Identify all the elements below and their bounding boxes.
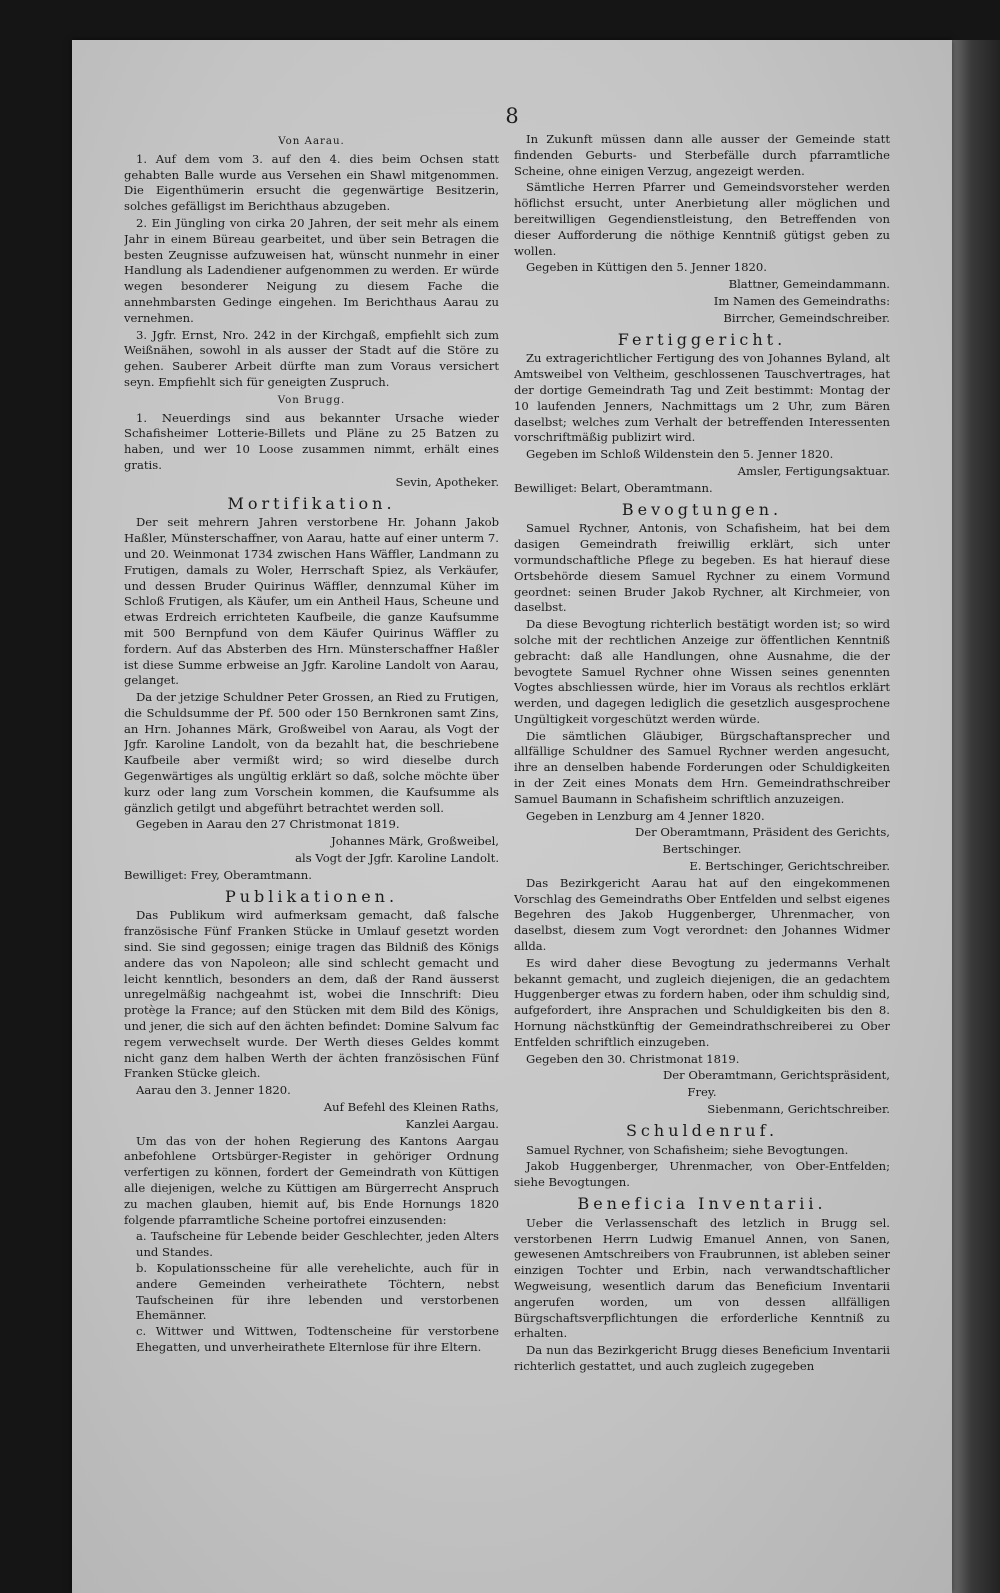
publikationen-signature-1: Auf Befehl des Kleinen Raths, xyxy=(323,1100,499,1115)
schuldenruf-heading: Schuldenruf. xyxy=(625,1120,779,1140)
bevogtungen-paragraph-2: Da diese Bevogtung richterlich bestätigt worden ist; so wird solche mit der rechtlichen Anzeige zur öffentlichen Kenntniß gebracht: daß alle Handlungen, ohne Ausnahme, die der bevogtete Samuel Rychner ohne Wissen seines genennten Vogtes abschliessen würde, hier im Voraus als rechtlos erklärt werden, und dagegen lediglich die gesetzlich ausgesprochene Ungültigkeit vorgeschützt werden würde. xyxy=(514,617,890,726)
beneficia-paragraph-2: Da nun das Bezirkgericht Brugg dieses Beneficium Inventarii richterlich gestattet, und auch zugleich zugegeben xyxy=(514,1343,890,1373)
fertiggericht-paragraph-1: Zu extragerichtlicher Fertigung des von Johannes Byland, alt Amtsweibel von Veltheim, geschlossenen Tauschvertrages, hat der dortige Gemeindrath Tag und Zeit bestimmt: Montag der 10 laufenden Jenners, Nachmittags um 2 Uhr, zum Bären daselbst; welches zum Verhalt der betreffenden Interessenten vorschriftmäßig publizirt wird. xyxy=(514,351,890,445)
kuettigen-paragraph-1: Um das von der hohen Regierung des Kantons Aargau anbefohlene Ortsbürger-Register in gehöriger Ordnung verfertigen zu können, fordert der Gemeindrath von Küttigen alle diejenigen, welche zu Küttigen am Bürgerrecht Anspruch zu machen glauben, hiemit auf, bis Ende Hornungs 1820 folgende pfarramtliche Scheine portofrei einzusenden: xyxy=(124,1133,499,1227)
aarau-item-2: 2. Ein Jüngling von cirka 20 Jahren, der seit mehr als einem Jahr in einem Büreau gearbeitet, und über sein Betragen die besten Zeugnisse aufzuweisen hat, wünscht nunmehr in einer Handlung als Ladendiener aufgenommen zu werden. Er würde wegen besonderer Neigung zu diesem Fache die annehmbarsten Gedinge eingehen. Im Berichthaus Aarau zu vernehmen. xyxy=(124,215,499,325)
kuettigen-paragraph-2: In Zukunft müssen dann alle ausser der Gemeinde statt findenden Geburts- und Sterbefälle durch pfarramtliche Scheine, ohne einigen Verzug, angezeigt werden. xyxy=(514,132,890,178)
publikationen-heading: Publikationen. xyxy=(224,886,399,906)
list-item: a. Taufscheine für Lebende beider Geschlechter, jeden Alters und Standes. xyxy=(136,1229,499,1260)
publikationen-signature-2: Kanzlei Aargau. xyxy=(405,1116,499,1131)
schuldenruf-paragraph-2: Jakob Huggenberger, Uhrenmacher, von Ober-Entfelden; siehe Bevogtungen. xyxy=(514,1159,890,1190)
mortifikation-signature-2: als Vogt der Jgfr. Karoline Landolt. xyxy=(295,851,499,866)
bevogtungen-paragraph-4: Das Bezirkgericht Aarau hat auf den eingekommenen Vorschlag des Gemeindraths Ober Entfelden und selbst eigenes Begehren des Jakob Huggenberger, Uhrenmacher, von daselbst, diesem zum Vogt verordnet: den Johannes Widmer allda. xyxy=(514,875,890,954)
brugg-heading: Von Brugg. xyxy=(277,394,346,406)
aarau-item-1: 1. Auf dem vom 3. auf den 4. dies beim Ochsen statt gehabten Balle wurde aus Versehen ein Shawl mitgenommen. Die Eigenthümerin ersucht die gegenwärtige Besitzerin, solches gefälligst im Berichthaus abzugeben. xyxy=(124,151,499,214)
list-item: b. Kopulationsscheine für alle verehelichte, auch für in andere Gemeinden verheirathete Töchtern, nebst Taufscheinen für ihre lebenden und verstorbenen Ehemänner. xyxy=(136,1260,499,1323)
bevogtungen-date: Gegeben in Lenzburg am 4 Jenner 1820. xyxy=(526,808,765,823)
mortifikation-signature-1: Johannes Märk, Großweibel, xyxy=(331,834,499,849)
bevogtungen-signature-5: Frey. xyxy=(687,1085,717,1100)
mortifikation-paragraph-2: Da der jetzige Schuldner Peter Grossen, an Ried zu Frutigen, die Schuldsumme der Pf. 500 oder 150 Bernkronen samt Zins, an Hrn. Johannes Märk, Großweibel von Aarau, als Vogt der Jgfr. Karoline Landolt, von da bezahlt hat, die beschriebene Kaufbeile aber vermißt wird; so wird dieselbe durch Gegenwärtiges als ungültig erklärt so daß, solche möchte über kurz oder lang zum Vorschein kommen, die Kaufsumme als gänzlich getilgt und abgeführt betrachtet werden soll. xyxy=(124,690,499,815)
kuettigen-signature-1: Blattner, Gemeindammann. xyxy=(728,277,890,292)
kuettigen-signature-3: Birrcher, Gemeindschreiber. xyxy=(723,310,890,325)
publikationen-date: Aarau den 3. Jenner 1820. xyxy=(136,1083,291,1098)
bevogtungen-signature-1: Der Oberamtmann, Präsident des Gerichts, xyxy=(634,825,890,840)
brugg-signature: Sevin, Apotheker. xyxy=(395,474,499,489)
publikationen-paragraph-1: Das Publikum wird aufmerksam gemacht, daß falsche französische Fünf Franken Stücke in Umlauf gesetzt worden sind. Sie sind gegossen; einige tragen das Bildniß des Königs andere das von Napoleon; alle sind schlecht gemacht und leicht kenntlich, besonders an dem, daß der Rand äusserst unregelmäßig nachgeahmt ist, wobei die Innschrift: Dieu protège la France; auf den Stücken mit dem Bild des Königs, und jener, die sich auf den ächten befindet: Domine Salvum fac regem verwechselt wurde. Der Werth dieses Geldes kommt nicht ganz dem halben Werth der ächten französischen Fünf Franken Stücke gleich. xyxy=(124,908,499,1081)
kuettigen-signature-2: Im Namen des Gemeindraths: xyxy=(713,293,890,308)
bevogtungen-heading: Bevogtungen. xyxy=(621,499,783,519)
bevogtungen-signature-2: Bertschinger. xyxy=(662,842,742,857)
bevogtungen-signature-6: Siebenmann, Gerichtschreiber. xyxy=(707,1102,890,1117)
bevogtungen-signature-3: E. Bertschinger, Gerichtschreiber. xyxy=(689,859,890,874)
fertiggericht-heading: Fertiggericht. xyxy=(617,329,787,349)
mortifikation-heading: Mortifikation. xyxy=(227,493,396,513)
bevogtungen-paragraph-1: Samuel Rychner, Antonis, von Schafisheim, hat bei dem dasigen Gemeindrath freiwillig erklärt, sich unter vormundschaftliche Pflege zu begeben. Es hat hierauf diese Ortsbehörde diesem Samuel Rychner zu einem Vormund geordnet: seinen Bruder Jakob Rychner, alt Kirchmeier, von daselbst. xyxy=(514,521,890,615)
kuettigen-date: Gegeben in Küttigen den 5. Jenner 1820. xyxy=(526,260,767,275)
left-column xyxy=(124,132,499,1512)
bevogtungen-date-2: Gegeben den 30. Christmonat 1819. xyxy=(526,1051,740,1066)
mortifikation-date: Gegeben in Aarau den 27 Christmonat 1819. xyxy=(136,817,400,832)
bevogtungen-signature-4: Der Oberamtmann, Gerichtspräsident, xyxy=(662,1068,890,1083)
beneficia-heading: Beneficia Inventarii. xyxy=(577,1194,827,1213)
aarau-item-3: 3. Jgfr. Ernst, Nro. 242 in der Kirchgaß, empfiehlt sich zum Weißnähen, sowohl in als ausser der Stadt auf die Störe zu gehen. Sauberer Arbeit dürfte man zum Voraus versichert seyn. Empfiehlt sich für geneigten Zuspruch. xyxy=(124,327,499,389)
kuettigen-list xyxy=(124,1229,499,1355)
page-number: 8 xyxy=(505,104,519,128)
fertiggericht-date: Gegeben im Schloß Wildenstein den 5. Jenner 1820. xyxy=(526,447,834,462)
aarau-heading: Von Aarau. xyxy=(278,136,345,147)
list-item: c. Wittwer und Wittwen, Todtenscheine für verstorbene Ehegatten, und unverheirathete Elternlose für ihre Eltern. xyxy=(136,1324,499,1354)
fertiggericht-signature: Amsler, Fertigungsaktuar. xyxy=(737,463,890,478)
bevogtungen-paragraph-3: Die sämtlichen Gläubiger, Bürgschaftansprecher und allfällige Schuldner des Samuel Rychner werden angesucht, ihre an denselben habende Forderungen oder Schuldigkeiten in der Zeit eines Monats dem Hrn. Gemeindrathschreiber Samuel Baumann in Schafisheim schriftlich anzuzeigen. xyxy=(514,728,890,806)
mortifikation-approval: Bewilliget: Frey, Oberamtmann. xyxy=(124,867,312,882)
brugg-item-1: 1. Neuerdings sind aus bekannter Ursache wieder Schafisheimer Lotterie-Billets und Pläne zu 25 Batzen zu haben, und wer 10 Loose zusammen nimmt, erhält eines gratis. xyxy=(124,410,499,472)
page-edge xyxy=(952,40,1000,1593)
bevogtungen-paragraph-5: Es wird daher diese Bevogtung zu jedermanns Verhalt bekannt gemacht, und zugleich diejenigen, die an gedachtem Huggenberger etwas zu fordern haben, oder ihm schuldig sind, aufgefordert, ihre Ansprachen und Schuldigkeiten bis den 8. Hornung nächstkünftig der Gemeindrathschreiberei zu Ober Entfelden schriftlich einzugeben. xyxy=(514,955,890,1049)
kuettigen-paragraph-3: Sämtliche Herren Pfarrer und Gemeindsvorsteher werden höflichst ersucht, unter Anerbietung aller möglichen und bereitwilligen Gegendienstleistung, den Betreffenden von dieser Aufforderung die nöthige Kenntniß gütigst geben zu wollen. xyxy=(514,180,890,258)
right-column xyxy=(514,132,890,1512)
newspaper-page xyxy=(72,40,952,1593)
mortifikation-paragraph-1: Der seit mehrern Jahren verstorbene Hr. Johann Jakob Haßler, Münsterschaffner, von Aarau, hatte auf einer unterm 7. und 20. Weinmonat 1734 zwischen Hans Wäffler, Landmann zu Frutigen, damals zu Woler, Herrschaft Spiez, als Verkäufer, und dessen Bruder Quirinus Wäffler, dennzumal Küher im Schloß Frutigen, als Käufer, um ein Antheil Haus, Scheune und etwas Erdreich errichteten Kaufbeile, die ganze Kaufsumme mit 500 Bernpfund von dem Käufer Quirinus Wäffler zu fordern. Auf das Absterben des Hrn. Münsterschaffner Haßler ist diese Summe erbweise an Jgfr. Karoline Landolt von Aarau, gelanget. xyxy=(124,515,499,688)
beneficia-paragraph-1: Ueber die Verlassenschaft des letzlich in Brugg sel. verstorbenen Herrn Ludwig Emanuel Annen, von Sanen, gewesenen Amtschreibers von Fraubrunnen, ist ableben seiner einzigen Tochter und Erbin, nach verwandtschaftlicher Wegweisung, wesentlich darum das Beneficium Inventarii angerufen worden, um von dessen allfälligen Bürgschaftsverpflichtungen die erforderliche Kenntniß zu erhalten. xyxy=(514,1215,890,1341)
fertiggericht-approval: Bewilliget: Belart, Oberamtmann. xyxy=(514,480,713,495)
schuldenruf-paragraph-1: Samuel Rychner, von Schafisheim; siehe Bevogtungen. xyxy=(526,1142,849,1157)
